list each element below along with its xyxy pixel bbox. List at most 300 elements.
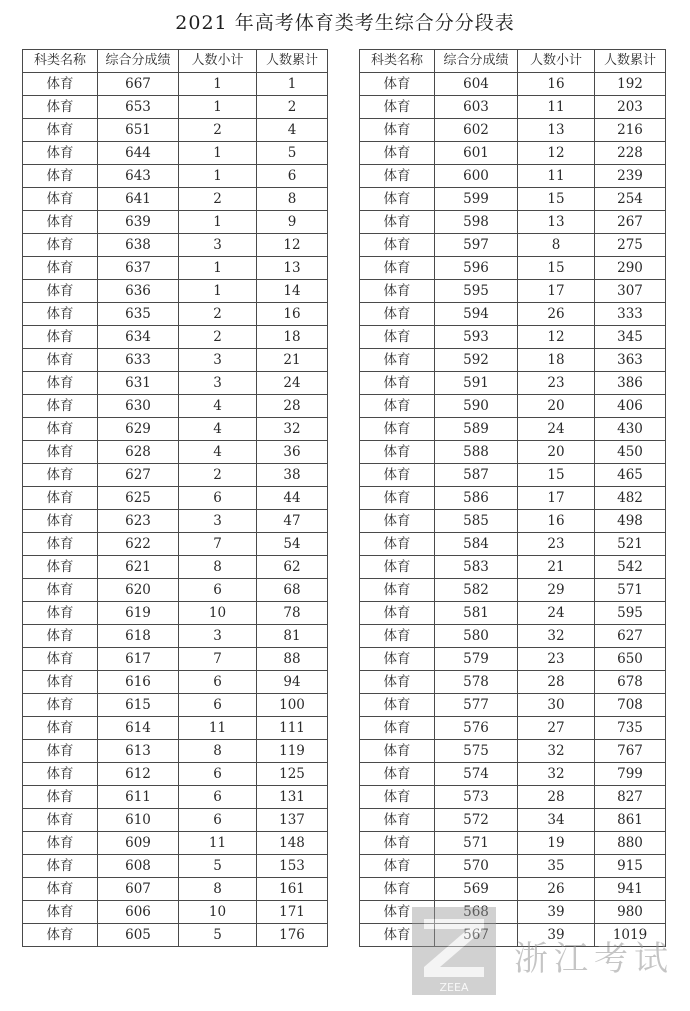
cell-score: 567 [435, 924, 518, 947]
cell-count: 4 [179, 395, 257, 418]
cell-count: 10 [179, 901, 257, 924]
table-row [23, 625, 328, 648]
cell-cumulative: 345 [595, 326, 666, 349]
cell-category: 体育 [360, 96, 435, 119]
cell-category: 体育 [23, 671, 98, 694]
table-row [360, 211, 666, 234]
cell-category: 体育 [360, 119, 435, 142]
cell-count: 11 [518, 96, 595, 119]
cell-score: 597 [435, 234, 518, 257]
cell-score: 615 [98, 694, 179, 717]
table-row [360, 188, 666, 211]
cell-score: 634 [98, 326, 179, 349]
cell-cumulative: 161 [257, 878, 328, 901]
cell-cumulative: 13 [257, 257, 328, 280]
cell-cumulative: 125 [257, 763, 328, 786]
cell-score: 625 [98, 487, 179, 510]
cell-cumulative: 100 [257, 694, 328, 717]
cell-count: 17 [518, 280, 595, 303]
table-row [360, 234, 666, 257]
table-row [360, 257, 666, 280]
cell-category: 体育 [360, 855, 435, 878]
cell-count: 6 [179, 579, 257, 602]
cell-category: 体育 [23, 809, 98, 832]
cell-score: 618 [98, 625, 179, 648]
cell-score: 623 [98, 510, 179, 533]
cell-count: 11 [518, 165, 595, 188]
table-row [23, 832, 328, 855]
cell-score: 637 [98, 257, 179, 280]
cell-count: 8 [518, 234, 595, 257]
cell-category: 体育 [23, 694, 98, 717]
cell-count: 6 [179, 487, 257, 510]
table-row [23, 257, 328, 280]
table-row [23, 326, 328, 349]
cell-cumulative: 465 [595, 464, 666, 487]
table-row [360, 694, 666, 717]
cell-count: 23 [518, 533, 595, 556]
cell-cumulative: 94 [257, 671, 328, 694]
cell-score: 586 [435, 487, 518, 510]
cell-cumulative: 406 [595, 395, 666, 418]
table-row [23, 648, 328, 671]
cell-count: 10 [179, 602, 257, 625]
cell-count: 32 [518, 763, 595, 786]
cell-score: 574 [435, 763, 518, 786]
cell-count: 20 [518, 395, 595, 418]
cell-cumulative: 498 [595, 510, 666, 533]
cell-score: 617 [98, 648, 179, 671]
cell-category: 体育 [23, 303, 98, 326]
header-score: 综合分成绩 [435, 50, 518, 73]
cell-cumulative: 148 [257, 832, 328, 855]
table-row [360, 740, 666, 763]
cell-score: 599 [435, 188, 518, 211]
cell-count: 1 [179, 257, 257, 280]
cell-category: 体育 [360, 142, 435, 165]
cell-cumulative: 521 [595, 533, 666, 556]
cell-category: 体育 [23, 372, 98, 395]
cell-count: 26 [518, 878, 595, 901]
cell-count: 3 [179, 234, 257, 257]
cell-count: 8 [179, 878, 257, 901]
cell-category: 体育 [23, 625, 98, 648]
cell-score: 582 [435, 579, 518, 602]
cell-count: 6 [179, 694, 257, 717]
cell-count: 23 [518, 372, 595, 395]
cell-category: 体育 [360, 878, 435, 901]
cell-score: 569 [435, 878, 518, 901]
cell-cumulative: 482 [595, 487, 666, 510]
table-row [360, 625, 666, 648]
cell-cumulative: 38 [257, 464, 328, 487]
cell-category: 体育 [23, 257, 98, 280]
cell-category: 体育 [360, 257, 435, 280]
cell-cumulative: 267 [595, 211, 666, 234]
cell-cumulative: 47 [257, 510, 328, 533]
cell-category: 体育 [23, 648, 98, 671]
table-row [23, 211, 328, 234]
cell-count: 4 [179, 441, 257, 464]
cell-cumulative: 9 [257, 211, 328, 234]
cell-cumulative: 333 [595, 303, 666, 326]
cell-score: 575 [435, 740, 518, 763]
table-row [360, 924, 666, 947]
cell-count: 35 [518, 855, 595, 878]
cell-cumulative: 18 [257, 326, 328, 349]
cell-cumulative: 119 [257, 740, 328, 763]
cell-score: 605 [98, 924, 179, 947]
cell-category: 体育 [23, 556, 98, 579]
header-category: 科类名称 [23, 50, 98, 73]
cell-cumulative: 28 [257, 395, 328, 418]
cell-count: 8 [179, 556, 257, 579]
cell-cumulative: 192 [595, 73, 666, 96]
cell-cumulative: 861 [595, 809, 666, 832]
cell-score: 594 [435, 303, 518, 326]
cell-cumulative: 915 [595, 855, 666, 878]
cell-count: 7 [179, 533, 257, 556]
cell-cumulative: 386 [595, 372, 666, 395]
cell-cumulative: 571 [595, 579, 666, 602]
cell-score: 587 [435, 464, 518, 487]
cell-score: 633 [98, 349, 179, 372]
cell-cumulative: 363 [595, 349, 666, 372]
cell-cumulative: 203 [595, 96, 666, 119]
cell-score: 604 [435, 73, 518, 96]
cell-count: 39 [518, 924, 595, 947]
table-row [23, 234, 328, 257]
cell-count: 18 [518, 349, 595, 372]
cell-count: 6 [179, 671, 257, 694]
cell-cumulative: 54 [257, 533, 328, 556]
cell-category: 体育 [360, 648, 435, 671]
table-row [23, 533, 328, 556]
cell-category: 体育 [360, 510, 435, 533]
cell-score: 609 [98, 832, 179, 855]
cell-count: 16 [518, 73, 595, 96]
cell-cumulative: 450 [595, 441, 666, 464]
cell-score: 619 [98, 602, 179, 625]
cell-score: 568 [435, 901, 518, 924]
cell-score: 606 [98, 901, 179, 924]
table-row [360, 142, 666, 165]
table-row [23, 602, 328, 625]
cell-count: 32 [518, 625, 595, 648]
cell-count: 20 [518, 441, 595, 464]
cell-score: 643 [98, 165, 179, 188]
table-row [360, 510, 666, 533]
score-table-left [22, 49, 328, 947]
cell-cumulative: 228 [595, 142, 666, 165]
cell-score: 620 [98, 579, 179, 602]
cell-count: 3 [179, 510, 257, 533]
table-row [360, 763, 666, 786]
cell-category: 体育 [23, 73, 98, 96]
cell-category: 体育 [360, 487, 435, 510]
header-count: 人数小计 [179, 50, 257, 73]
cell-cumulative: 1019 [595, 924, 666, 947]
cell-score: 627 [98, 464, 179, 487]
cell-category: 体育 [360, 556, 435, 579]
cell-score: 628 [98, 441, 179, 464]
cell-count: 1 [179, 142, 257, 165]
table-row [360, 717, 666, 740]
table-row [360, 96, 666, 119]
cell-score: 593 [435, 326, 518, 349]
cell-category: 体育 [360, 441, 435, 464]
cell-category: 体育 [360, 165, 435, 188]
cell-cumulative: 21 [257, 349, 328, 372]
cell-score: 631 [98, 372, 179, 395]
table-row [360, 487, 666, 510]
cell-category: 体育 [360, 326, 435, 349]
table-row [360, 303, 666, 326]
table-row [360, 786, 666, 809]
table-row [360, 280, 666, 303]
cell-cumulative: 68 [257, 579, 328, 602]
cell-count: 5 [179, 855, 257, 878]
cell-score: 607 [98, 878, 179, 901]
cell-count: 15 [518, 188, 595, 211]
cell-score: 612 [98, 763, 179, 786]
cell-score: 600 [435, 165, 518, 188]
cell-category: 体育 [23, 211, 98, 234]
table-row [360, 901, 666, 924]
page-title: 2021 年高考体育类考生综合分分段表 [175, 12, 515, 34]
cell-score: 639 [98, 211, 179, 234]
table-row [23, 694, 328, 717]
cell-score: 588 [435, 441, 518, 464]
cell-count: 1 [179, 165, 257, 188]
table-row [360, 418, 666, 441]
header-cumulative: 人数累计 [257, 50, 328, 73]
cell-score: 608 [98, 855, 179, 878]
cell-category: 体育 [360, 349, 435, 372]
cell-category: 体育 [23, 188, 98, 211]
cell-score: 653 [98, 96, 179, 119]
cell-score: 602 [435, 119, 518, 142]
cell-category: 体育 [23, 763, 98, 786]
table-row [360, 372, 666, 395]
cell-cumulative: 4 [257, 119, 328, 142]
cell-category: 体育 [360, 671, 435, 694]
cell-count: 15 [518, 257, 595, 280]
table-row [360, 395, 666, 418]
cell-count: 3 [179, 625, 257, 648]
cell-count: 1 [179, 280, 257, 303]
cell-score: 578 [435, 671, 518, 694]
cell-score: 581 [435, 602, 518, 625]
table-row [23, 395, 328, 418]
cell-category: 体育 [360, 211, 435, 234]
cell-cumulative: 36 [257, 441, 328, 464]
cell-score: 577 [435, 694, 518, 717]
cell-count: 6 [179, 809, 257, 832]
cell-score: 583 [435, 556, 518, 579]
cell-category: 体育 [23, 901, 98, 924]
cell-category: 体育 [360, 395, 435, 418]
cell-category: 体育 [23, 234, 98, 257]
cell-category: 体育 [360, 786, 435, 809]
cell-score: 616 [98, 671, 179, 694]
cell-category: 体育 [360, 763, 435, 786]
cell-cumulative: 941 [595, 878, 666, 901]
cell-count: 34 [518, 809, 595, 832]
cell-score: 611 [98, 786, 179, 809]
cell-count: 11 [179, 717, 257, 740]
cell-cumulative: 12 [257, 234, 328, 257]
cell-score: 621 [98, 556, 179, 579]
cell-category: 体育 [23, 165, 98, 188]
table-row [23, 73, 328, 96]
cell-count: 2 [179, 303, 257, 326]
score-table-right [359, 49, 666, 947]
cell-cumulative: 131 [257, 786, 328, 809]
cell-count: 12 [518, 142, 595, 165]
cell-count: 19 [518, 832, 595, 855]
cell-category: 体育 [23, 349, 98, 372]
cell-cumulative: 290 [595, 257, 666, 280]
cell-count: 24 [518, 418, 595, 441]
cell-score: 613 [98, 740, 179, 763]
cell-count: 32 [518, 740, 595, 763]
cell-count: 28 [518, 671, 595, 694]
cell-score: 622 [98, 533, 179, 556]
cell-cumulative: 32 [257, 418, 328, 441]
cell-cumulative: 627 [595, 625, 666, 648]
cell-category: 体育 [360, 625, 435, 648]
cell-category: 体育 [23, 280, 98, 303]
table-row [360, 579, 666, 602]
cell-score: 667 [98, 73, 179, 96]
table-row [360, 73, 666, 96]
cell-score: 651 [98, 119, 179, 142]
cell-count: 23 [518, 648, 595, 671]
cell-category: 体育 [360, 740, 435, 763]
cell-category: 体育 [23, 464, 98, 487]
cell-cumulative: 153 [257, 855, 328, 878]
cell-score: 630 [98, 395, 179, 418]
cell-score: 592 [435, 349, 518, 372]
header-cumulative: 人数累计 [595, 50, 666, 73]
table-row [360, 326, 666, 349]
cell-cumulative: 171 [257, 901, 328, 924]
cell-cumulative: 307 [595, 280, 666, 303]
cell-category: 体育 [23, 96, 98, 119]
cell-score: 572 [435, 809, 518, 832]
cell-count: 13 [518, 211, 595, 234]
cell-cumulative: 735 [595, 717, 666, 740]
cell-category: 体育 [23, 533, 98, 556]
cell-count: 12 [518, 326, 595, 349]
cell-score: 584 [435, 533, 518, 556]
cell-category: 体育 [360, 188, 435, 211]
cell-cumulative: 137 [257, 809, 328, 832]
cell-count: 3 [179, 372, 257, 395]
table-row [360, 165, 666, 188]
cell-cumulative: 275 [595, 234, 666, 257]
cell-score: 571 [435, 832, 518, 855]
cell-score: 595 [435, 280, 518, 303]
cell-score: 590 [435, 395, 518, 418]
cell-count: 26 [518, 303, 595, 326]
cell-category: 体育 [23, 579, 98, 602]
table-header-row [360, 50, 666, 73]
table-row [23, 556, 328, 579]
cell-count: 13 [518, 119, 595, 142]
cell-score: 585 [435, 510, 518, 533]
cell-category: 体育 [23, 855, 98, 878]
cell-score: 576 [435, 717, 518, 740]
cell-score: 591 [435, 372, 518, 395]
table-row [23, 510, 328, 533]
cell-count: 6 [179, 786, 257, 809]
table-row [23, 717, 328, 740]
cell-cumulative: 799 [595, 763, 666, 786]
cell-score: 629 [98, 418, 179, 441]
table-row [360, 533, 666, 556]
table-row [23, 901, 328, 924]
cell-score: 573 [435, 786, 518, 809]
cell-cumulative: 14 [257, 280, 328, 303]
cell-count: 5 [179, 924, 257, 947]
table-row [23, 418, 328, 441]
table-row [23, 303, 328, 326]
table-row [23, 786, 328, 809]
cell-category: 体育 [360, 73, 435, 96]
table-row [23, 464, 328, 487]
cell-cumulative: 81 [257, 625, 328, 648]
cell-score: 598 [435, 211, 518, 234]
table-row [360, 119, 666, 142]
cell-score: 580 [435, 625, 518, 648]
cell-category: 体育 [360, 280, 435, 303]
cell-cumulative: 430 [595, 418, 666, 441]
table-row [23, 372, 328, 395]
cell-category: 体育 [23, 740, 98, 763]
cell-count: 39 [518, 901, 595, 924]
cell-count: 6 [179, 763, 257, 786]
watermark-logo-text: ZEEA [439, 981, 469, 994]
cell-category: 体育 [360, 809, 435, 832]
cell-score: 570 [435, 855, 518, 878]
table-row [23, 855, 328, 878]
cell-cumulative: 5 [257, 142, 328, 165]
table-row [23, 280, 328, 303]
cell-score: 596 [435, 257, 518, 280]
table-row [23, 671, 328, 694]
cell-category: 体育 [360, 372, 435, 395]
cell-cumulative: 239 [595, 165, 666, 188]
cell-category: 体育 [23, 487, 98, 510]
header-score: 综合分成绩 [98, 50, 179, 73]
cell-cumulative: 827 [595, 786, 666, 809]
cell-category: 体育 [360, 533, 435, 556]
cell-cumulative: 595 [595, 602, 666, 625]
cell-count: 2 [179, 464, 257, 487]
cell-count: 28 [518, 786, 595, 809]
table-row [360, 855, 666, 878]
cell-cumulative: 980 [595, 901, 666, 924]
cell-category: 体育 [360, 901, 435, 924]
cell-cumulative: 6 [257, 165, 328, 188]
table-row [23, 349, 328, 372]
cell-category: 体育 [23, 786, 98, 809]
cell-category: 体育 [23, 832, 98, 855]
cell-category: 体育 [23, 119, 98, 142]
table-row [360, 464, 666, 487]
